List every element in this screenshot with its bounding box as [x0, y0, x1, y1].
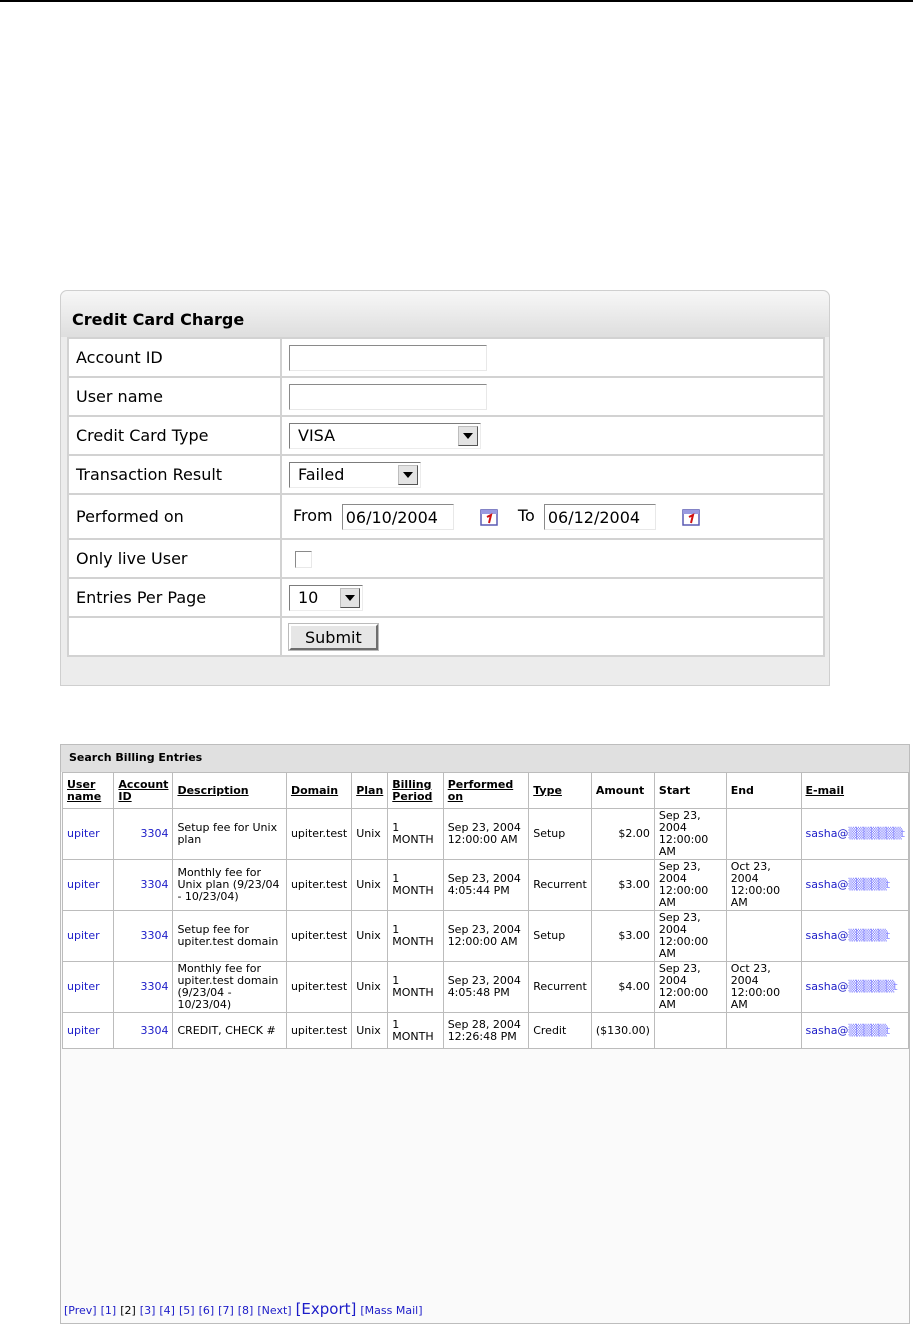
column-header-account-id[interactable]: Account ID	[114, 773, 173, 809]
export-link[interactable]: [Export]	[295, 1300, 357, 1318]
domain-cell: upiter.test	[286, 911, 351, 962]
user-name-link[interactable]: upiter	[63, 1013, 114, 1049]
end-cell: Oct 23, 2004 12:00:00 AM	[726, 962, 801, 1013]
column-header-performed-on[interactable]: Performed on	[443, 773, 529, 809]
end-cell	[726, 1013, 801, 1049]
table-row	[63, 962, 909, 1013]
chevron-down-icon	[340, 588, 360, 608]
chevron-down-icon	[458, 426, 478, 446]
prev-link[interactable]: [Prev]	[64, 1304, 97, 1317]
table-row	[63, 1013, 909, 1049]
type-cell: Recurrent	[529, 962, 592, 1013]
type-cell: Recurrent	[529, 860, 592, 911]
entries-per-page-value: 10	[298, 588, 319, 607]
plan-cell: Unix	[352, 860, 388, 911]
domain-cell: upiter.test	[286, 1013, 351, 1049]
calendar-icon[interactable]	[681, 507, 701, 527]
pagination	[64, 1300, 427, 1318]
start-cell: Sep 23, 2004 12:00:00 AM	[654, 809, 726, 860]
transaction-result-value: Failed	[298, 465, 345, 484]
page-link-4[interactable]: [4]	[159, 1304, 175, 1317]
email-link[interactable]: sasha@▒▒▒▒▒▒t	[801, 962, 908, 1013]
column-header-description[interactable]: Description	[173, 773, 287, 809]
account-id-row	[68, 338, 824, 377]
panel-title: Credit Card Charge	[61, 291, 829, 337]
credit-card-charge-panel	[60, 290, 830, 686]
end-cell	[726, 809, 801, 860]
start-cell	[654, 1013, 726, 1049]
plan-cell: Unix	[352, 1013, 388, 1049]
amount-cell: $4.00	[591, 962, 654, 1013]
only-live-row	[68, 539, 824, 578]
submit-button[interactable]: Submit	[289, 624, 378, 650]
only-live-label: Only live User	[68, 539, 281, 578]
domain-cell: upiter.test	[286, 860, 351, 911]
domain-cell: upiter.test	[286, 809, 351, 860]
performed-cell: Sep 23, 2004 12:00:00 AM	[443, 911, 529, 962]
submit-row	[68, 617, 824, 656]
account-id-link[interactable]: 3304	[114, 809, 173, 860]
email-text: sasha@	[805, 1023, 849, 1037]
column-header-amount: Amount	[591, 773, 654, 809]
description-cell: Monthly fee for upiter.test domain (9/23/04 - 10/23/04)	[173, 962, 287, 1013]
amount-cell: $2.00	[591, 809, 654, 860]
transaction-result-select[interactable]	[289, 462, 421, 488]
account-id-link[interactable]: 3304	[114, 1013, 173, 1049]
end-cell: Oct 23, 2004 12:00:00 AM	[726, 860, 801, 911]
plan-cell: Unix	[352, 809, 388, 860]
type-cell: Credit	[529, 1013, 592, 1049]
period-cell: 1 MONTH	[388, 1013, 443, 1049]
empty-cell	[68, 617, 281, 656]
billing-entries-panel	[60, 744, 910, 1324]
domain-cell: upiter.test	[286, 962, 351, 1013]
entries-per-page-row	[68, 578, 824, 617]
period-cell: 1 MONTH	[388, 911, 443, 962]
page-current: [2]	[120, 1304, 136, 1317]
amount-cell: ($130.00)	[591, 1013, 654, 1049]
start-cell: Sep 23, 2004 12:00:00 AM	[654, 911, 726, 962]
period-cell: 1 MONTH	[388, 809, 443, 860]
user-name-link[interactable]: upiter	[63, 911, 114, 962]
page-link-7[interactable]: [7]	[218, 1304, 234, 1317]
card-type-label: Credit Card Type	[68, 416, 281, 455]
to-label: To	[517, 506, 535, 525]
email-link[interactable]: sasha@▒▒▒▒▒t	[801, 860, 908, 911]
performed-cell: Sep 23, 2004 12:00:00 AM	[443, 809, 529, 860]
email-link[interactable]: sasha@▒▒▒▒▒t	[801, 1013, 908, 1049]
plan-cell: Unix	[352, 962, 388, 1013]
page-link-1[interactable]: [1]	[100, 1304, 117, 1317]
only-live-checkbox[interactable]	[295, 551, 312, 568]
next-link[interactable]: [Next]	[257, 1304, 292, 1317]
amount-cell: $3.00	[591, 911, 654, 962]
user-name-link[interactable]: upiter	[63, 809, 114, 860]
calendar-icon[interactable]	[479, 507, 499, 527]
top-border	[0, 0, 913, 2]
to-date-input[interactable]: 06/12/2004	[544, 504, 656, 530]
entries-per-page-label: Entries Per Page	[68, 578, 281, 617]
email-text: sasha@	[805, 827, 849, 840]
user-name-row	[68, 377, 824, 416]
chevron-down-icon	[398, 465, 418, 485]
period-cell: 1 MONTH	[388, 860, 443, 911]
account-id-link[interactable]: 3304	[114, 860, 173, 911]
card-type-row	[68, 416, 824, 455]
performed-cell: Sep 23, 2004 4:05:48 PM	[443, 962, 529, 1013]
page-link-3[interactable]: [3]	[139, 1304, 156, 1317]
email-link[interactable]: sasha@▒▒▒▒▒▒▒t	[801, 809, 908, 860]
amount-cell: $3.00	[591, 860, 654, 911]
card-type-select[interactable]	[289, 423, 481, 449]
start-cell: Sep 23, 2004 12:00:00 AM	[654, 962, 726, 1013]
mass-mail-link[interactable]: [Mass Mail]	[360, 1304, 423, 1317]
type-cell: Setup	[529, 911, 592, 962]
description-cell: Setup fee for upiter.test domain	[173, 911, 287, 962]
table-row	[63, 860, 909, 911]
email-text: sasha@	[805, 980, 849, 993]
email-text: sasha@	[805, 878, 849, 891]
description-cell: Setup fee for Unix plan	[173, 809, 287, 860]
email-text: sasha@	[805, 929, 849, 942]
billing-table	[62, 772, 909, 1049]
column-header-plan[interactable]: Plan	[352, 773, 388, 809]
column-header-user-name[interactable]: User name	[63, 773, 114, 809]
account-id-label: Account ID	[68, 338, 281, 377]
account-id-link[interactable]: 3304	[114, 911, 173, 962]
description-cell: CREDIT, CHECK #	[173, 1013, 287, 1049]
account-id-input[interactable]	[289, 345, 487, 371]
column-header-email[interactable]: E-mail	[801, 773, 908, 809]
performed-on-label: Performed on	[68, 494, 281, 539]
page-link-8[interactable]: [8]	[237, 1304, 254, 1317]
user-name-link[interactable]: upiter	[63, 860, 114, 911]
column-header-end: End	[726, 773, 801, 809]
user-name-label: User name	[68, 377, 281, 416]
performed-cell: Sep 23, 2004 4:05:44 PM	[443, 860, 529, 911]
period-cell: 1 MONTH	[388, 962, 443, 1013]
column-header-billing-period[interactable]: Billing Period	[388, 773, 443, 809]
plan-cell: Unix	[352, 911, 388, 962]
page-link-5[interactable]: [5]	[178, 1304, 195, 1317]
performed-cell: Sep 28, 2004 12:26:48 PM	[443, 1013, 529, 1049]
column-header-domain[interactable]: Domain	[286, 773, 351, 809]
email-link[interactable]: sasha@▒▒▒▒▒t	[801, 911, 908, 962]
user-name-link[interactable]: upiter	[63, 962, 114, 1013]
panel-title: Search Billing Entries	[61, 745, 909, 772]
description-cell: Monthly fee for Unix plan (9/23/04 - 10/23/04)	[173, 860, 287, 911]
table-header-row	[63, 773, 909, 809]
from-date-input[interactable]: 06/10/2004	[342, 504, 454, 530]
card-type-value: VISA	[298, 426, 336, 445]
column-header-start: Start	[654, 773, 726, 809]
end-cell	[726, 911, 801, 962]
start-cell: Sep 23, 2004 12:00:00 AM	[654, 860, 726, 911]
credit-card-form	[67, 337, 825, 657]
performed-on-row	[68, 494, 824, 539]
column-header-type[interactable]: Type	[529, 773, 592, 809]
entries-per-page-select[interactable]	[289, 585, 363, 611]
account-id-link[interactable]: 3304	[114, 962, 173, 1013]
user-name-input[interactable]	[289, 384, 487, 410]
page-link-6[interactable]: [6]	[198, 1304, 215, 1317]
from-label: From	[293, 506, 333, 525]
type-cell: Setup	[529, 809, 592, 860]
transaction-result-label: Transaction Result	[68, 455, 281, 494]
table-row	[63, 911, 909, 962]
transaction-result-row	[68, 455, 824, 494]
table-row	[63, 809, 909, 860]
